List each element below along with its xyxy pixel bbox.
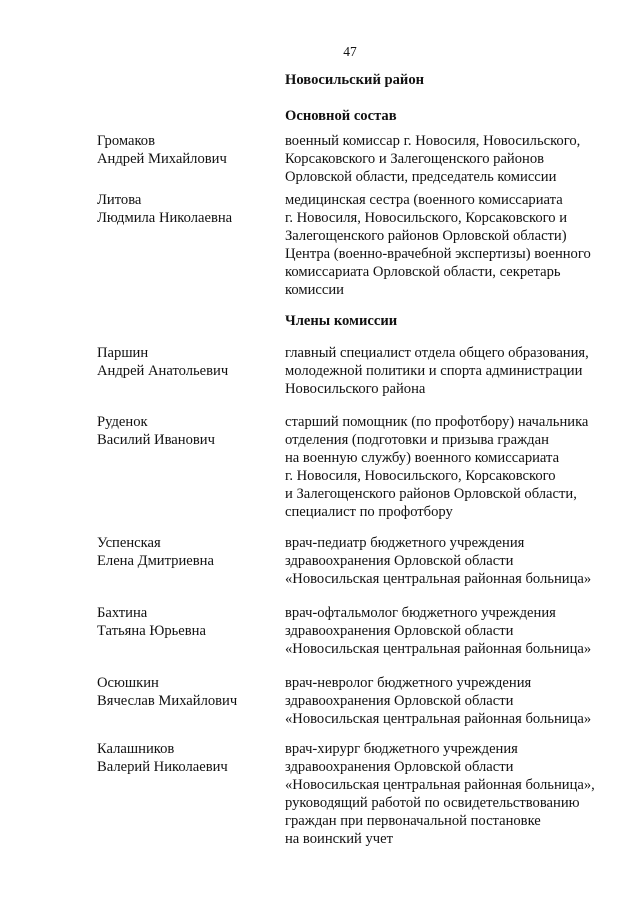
position-line: Корсаковского и Залегощенского районов — [285, 151, 545, 167]
position-line: специалист по профотбору — [285, 504, 453, 520]
page-number: 47 — [343, 44, 357, 59]
position-line: молодежной политики и спорта администрации — [285, 363, 583, 379]
person-name — [97, 191, 232, 227]
person-surname: Бахтина — [97, 605, 148, 621]
position-line: старший помощник (по профотбору) начальника — [285, 414, 589, 430]
person-given-names: Валерий Николаевич — [97, 759, 228, 775]
position-line: здравоохранения Орловской области — [285, 759, 514, 775]
position-line: «Новосильская центральная районная больница» — [285, 571, 592, 587]
position-line: здравоохранения Орловской области — [285, 553, 514, 569]
position-line: и Залегощенского районов Орловской области, — [285, 486, 577, 502]
person-surname: Руденок — [97, 414, 148, 430]
person-surname: Успенская — [97, 535, 161, 551]
person-name — [97, 132, 227, 168]
position-line: «Новосильская центральная районная больница» — [285, 641, 592, 657]
position-line: «Новосильская центральная районная больница», — [285, 777, 595, 793]
person-surname: Паршин — [97, 345, 149, 361]
position-line: Центра (военно-врачебной экспертизы) военного — [285, 246, 591, 262]
person-surname: Литова — [97, 192, 142, 208]
person-position — [285, 604, 591, 658]
person-given-names: Андрей Михайлович — [97, 151, 227, 167]
position-line: Орловской области, председатель комиссии — [285, 169, 557, 185]
person-given-names: Елена Дмитриевна — [97, 553, 214, 569]
person-given-names: Андрей Анатольевич — [97, 363, 229, 379]
person-position — [285, 413, 588, 521]
person-name — [97, 534, 214, 570]
person-position — [285, 740, 595, 848]
person-name — [97, 344, 228, 380]
position-line: врач-хирург бюджетного учреждения — [285, 741, 518, 757]
position-line: комиссариата Орловской области, секретарь — [285, 264, 561, 280]
person-name — [97, 674, 237, 710]
person-name — [97, 413, 215, 449]
position-line: врач-невролог бюджетного учреждения — [285, 675, 532, 691]
person-position — [285, 534, 591, 588]
person-position — [285, 674, 591, 728]
position-line: военный комиссар г. Новосиля, Новосильского, — [285, 133, 581, 149]
position-line: «Новосильская центральная районная больница» — [285, 711, 592, 727]
person-position — [285, 132, 580, 186]
person-surname: Осюшкин — [97, 675, 159, 691]
person-surname: Калашников — [97, 741, 175, 757]
person-name — [97, 604, 206, 640]
position-line: г. Новосиля, Новосильского, Корсаковского — [285, 468, 556, 484]
position-line: врач-офтальмолог бюджетного учреждения — [285, 605, 556, 621]
position-line: здравоохранения Орловской области — [285, 623, 514, 639]
position-line: отделения (подготовки и призыва граждан — [285, 432, 549, 448]
members-section-title: Члены комиссии — [285, 313, 398, 329]
position-line: здравоохранения Орловской области — [285, 693, 514, 709]
person-name — [97, 740, 228, 776]
main-section-title: Основной состав — [285, 108, 397, 124]
person-given-names: Вячеслав Михайлович — [97, 693, 238, 709]
person-surname: Громаков — [97, 133, 155, 149]
position-line: главный специалист отдела общего образования, — [285, 345, 589, 361]
person-position — [285, 191, 591, 299]
position-line: на воинский учет — [285, 831, 393, 847]
position-line: граждан при первоначальной постановке — [285, 813, 541, 829]
person-given-names: Людмила Николаевна — [97, 210, 233, 226]
person-given-names: Василий Иванович — [97, 432, 215, 448]
person-given-names: Татьяна Юрьевна — [97, 623, 206, 639]
position-line: г. Новосиля, Новосильского, Корсаковского и — [285, 210, 568, 226]
person-position — [285, 344, 589, 398]
position-line: медицинская сестра (военного комиссариата — [285, 192, 563, 208]
position-line: руководящий работой по освидетельствованию — [285, 795, 580, 811]
position-line: врач-педиатр бюджетного учреждения — [285, 535, 525, 551]
district-title: Новосильский район — [285, 72, 425, 88]
position-line: Новосильского района — [285, 381, 426, 397]
position-line: Залегощенского районов Орловской области) — [285, 228, 567, 244]
position-line: на военную службу) военного комиссариата — [285, 450, 560, 466]
position-line: комиссии — [285, 282, 344, 298]
